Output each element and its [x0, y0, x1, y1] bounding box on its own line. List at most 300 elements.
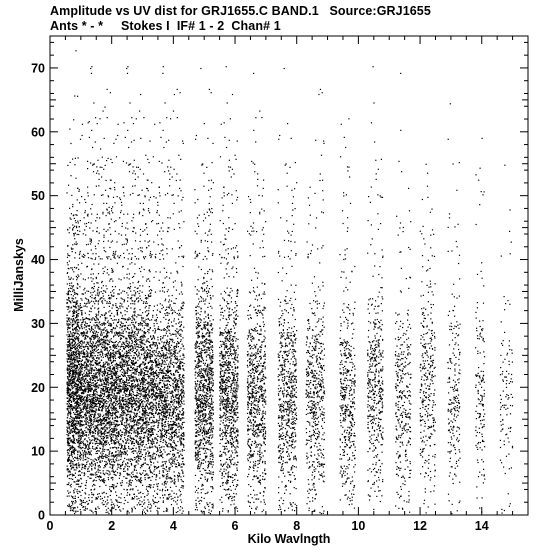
- data-point: [110, 92, 111, 93]
- data-point: [91, 361, 92, 362]
- data-point: [75, 328, 76, 329]
- data-point: [85, 456, 86, 457]
- data-point: [123, 471, 124, 472]
- data-point: [72, 291, 73, 292]
- data-point: [74, 321, 75, 322]
- data-point: [109, 486, 110, 487]
- data-point: [110, 429, 111, 430]
- data-point: [115, 220, 116, 221]
- data-point: [76, 244, 77, 245]
- data-point: [71, 343, 72, 344]
- data-point: [78, 222, 79, 223]
- data-point: [113, 257, 114, 258]
- data-point: [82, 124, 83, 125]
- data-point: [134, 355, 135, 356]
- data-point: [84, 475, 85, 476]
- data-point: [69, 399, 70, 400]
- data-point: [128, 443, 129, 444]
- data-point: [99, 385, 100, 386]
- data-point: [131, 367, 132, 368]
- data-point: [132, 351, 133, 352]
- data-point: [89, 328, 90, 329]
- data-point: [89, 325, 90, 326]
- data-point: [101, 479, 102, 480]
- data-point: [142, 409, 143, 410]
- data-point: [82, 357, 83, 358]
- data-point: [81, 457, 82, 458]
- data-point: [66, 315, 67, 316]
- data-point: [71, 401, 72, 402]
- data-point: [90, 478, 91, 479]
- data-point: [76, 398, 77, 399]
- data-point: [125, 347, 126, 348]
- data-point: [140, 203, 141, 204]
- data-point: [100, 368, 101, 369]
- data-point: [119, 433, 120, 434]
- data-point: [70, 288, 71, 289]
- data-point: [74, 238, 75, 239]
- data-point: [80, 405, 81, 406]
- data-point: [86, 291, 87, 292]
- data-point: [108, 224, 109, 225]
- data-point: [133, 294, 134, 295]
- data-point: [103, 470, 104, 471]
- data-point: [124, 489, 125, 490]
- data-point: [106, 285, 107, 286]
- data-point: [96, 360, 97, 361]
- data-point: [98, 332, 99, 333]
- data-point: [94, 414, 95, 415]
- data-point: [79, 440, 80, 441]
- data-point: [77, 484, 78, 485]
- data-point: [74, 235, 75, 236]
- data-point: [108, 508, 109, 509]
- data-point: [97, 344, 98, 345]
- data-point: [72, 442, 73, 443]
- data-point: [132, 166, 133, 167]
- data-point: [112, 453, 113, 454]
- data-point: [91, 249, 92, 250]
- data-point: [111, 278, 112, 279]
- data-point: [124, 195, 125, 196]
- data-point: [98, 365, 99, 366]
- data-point: [145, 477, 146, 478]
- data-point: [80, 220, 81, 221]
- data-point: [117, 439, 118, 440]
- data-point: [113, 461, 114, 462]
- data-point: [81, 441, 82, 442]
- data-point: [72, 244, 73, 245]
- data-point: [116, 374, 117, 375]
- data-point: [99, 400, 100, 401]
- data-point: [98, 243, 99, 244]
- data-point: [73, 357, 74, 358]
- data-point: [80, 475, 81, 476]
- data-point: [75, 50, 76, 51]
- data-point: [85, 510, 86, 511]
- data-point: [83, 350, 84, 351]
- data-point: [119, 478, 120, 479]
- data-point: [103, 427, 104, 428]
- data-point: [83, 352, 84, 353]
- data-point: [149, 281, 150, 282]
- data-point: [102, 315, 103, 316]
- data-point: [103, 438, 104, 439]
- data-point: [99, 435, 100, 436]
- data-point: [95, 465, 96, 466]
- data-point: [118, 308, 119, 309]
- data-point: [89, 408, 90, 409]
- data-point: [82, 502, 83, 503]
- data-point: [79, 254, 80, 255]
- data-point: [96, 332, 97, 333]
- data-point: [93, 484, 94, 485]
- data-point: [95, 374, 96, 375]
- data-point: [71, 408, 72, 409]
- data-point: [79, 444, 80, 445]
- data-point: [82, 375, 83, 376]
- data-point: [108, 449, 109, 450]
- data-point: [108, 340, 109, 341]
- data-point: [87, 215, 88, 216]
- data-point: [89, 404, 90, 405]
- data-point: [83, 433, 84, 434]
- data-point: [93, 357, 94, 358]
- data-point: [82, 336, 83, 337]
- data-point: [99, 179, 100, 180]
- data-point: [80, 495, 81, 496]
- data-point: [69, 358, 70, 359]
- data-point: [107, 365, 108, 366]
- data-point: [121, 318, 122, 319]
- data-point: [86, 462, 87, 463]
- data-point: [95, 438, 96, 439]
- data-point: [84, 349, 85, 350]
- data-point: [139, 268, 140, 269]
- data-point: [91, 462, 92, 463]
- data-point: [97, 392, 98, 393]
- data-point: [110, 368, 111, 369]
- data-point: [150, 257, 151, 258]
- data-point: [73, 279, 74, 280]
- data-point: [108, 387, 109, 388]
- data-point: [72, 445, 73, 446]
- data-point: [100, 415, 101, 416]
- data-point: [101, 383, 102, 384]
- data-point: [82, 431, 83, 432]
- data-point: [93, 435, 94, 436]
- data-point: [76, 467, 77, 468]
- data-point: [95, 381, 96, 382]
- data-point: [147, 159, 148, 160]
- data-point: [113, 354, 114, 355]
- data-point: [73, 406, 74, 407]
- data-point: [73, 352, 74, 353]
- data-point: [150, 251, 151, 252]
- data-point: [91, 502, 92, 503]
- data-point: [79, 286, 80, 287]
- data-point: [101, 443, 102, 444]
- data-point: [73, 313, 74, 314]
- data-point: [88, 446, 89, 447]
- data-point: [103, 380, 104, 381]
- data-point: [93, 474, 94, 475]
- data-point: [108, 406, 109, 407]
- data-point: [119, 502, 120, 503]
- data-point: [72, 388, 73, 389]
- data-point: [105, 340, 106, 341]
- data-point: [67, 378, 68, 379]
- data-point: [76, 227, 77, 228]
- data-point: [146, 350, 147, 351]
- data-point: [118, 497, 119, 498]
- data-point: [108, 474, 109, 475]
- data-point: [84, 406, 85, 407]
- data-point: [81, 334, 82, 335]
- data-point: [107, 322, 108, 323]
- data-point: [103, 330, 104, 331]
- data-point: [73, 458, 74, 459]
- data-point: [99, 486, 100, 487]
- data-point: [136, 346, 137, 347]
- data-point: [105, 356, 106, 357]
- data-point: [132, 510, 133, 511]
- data-point: [88, 412, 89, 413]
- data-point: [97, 506, 98, 507]
- data-point: [70, 438, 71, 439]
- data-point: [100, 335, 101, 336]
- data-point: [90, 425, 91, 426]
- data-point: [78, 315, 79, 316]
- data-point: [81, 368, 82, 369]
- data-point: [79, 430, 80, 431]
- data-point: [68, 412, 69, 413]
- data-point: [134, 381, 135, 382]
- data-point: [84, 303, 85, 304]
- data-point: [126, 331, 127, 332]
- data-point: [96, 438, 97, 439]
- data-point: [107, 353, 108, 354]
- data-point: [98, 400, 99, 401]
- data-point: [76, 366, 77, 367]
- data-point: [141, 417, 142, 418]
- data-point: [114, 187, 115, 188]
- data-point: [102, 342, 103, 343]
- data-point: [95, 499, 96, 500]
- data-point: [110, 325, 111, 326]
- data-point: [90, 390, 91, 391]
- data-point: [88, 451, 89, 452]
- data-point: [96, 231, 97, 232]
- data-point: [86, 373, 87, 374]
- data-point: [134, 465, 135, 466]
- data-point: [137, 390, 138, 391]
- data-point: [134, 140, 135, 141]
- data-point: [120, 389, 121, 390]
- data-point: [89, 432, 90, 433]
- data-point: [103, 362, 104, 363]
- data-point: [105, 348, 106, 349]
- data-point: [95, 248, 96, 249]
- data-point: [107, 427, 108, 428]
- data-point: [145, 470, 146, 471]
- data-point: [70, 463, 71, 464]
- data-point: [96, 318, 97, 319]
- data-point: [115, 471, 116, 472]
- data-point: [83, 289, 84, 290]
- data-point: [96, 406, 97, 407]
- data-point: [67, 459, 68, 460]
- data-point: [90, 342, 91, 343]
- data-point: [95, 472, 96, 473]
- data-point: [77, 230, 78, 231]
- data-point: [82, 341, 83, 342]
- data-point: [94, 318, 95, 319]
- data-point: [86, 482, 87, 483]
- data-point: [106, 329, 107, 330]
- data-point: [113, 197, 114, 198]
- data-point: [75, 402, 76, 403]
- data-point: [125, 418, 126, 419]
- data-point: [144, 508, 145, 509]
- data-point: [98, 417, 99, 418]
- data-point: [82, 317, 83, 318]
- data-point: [107, 357, 108, 358]
- data-point: [80, 415, 81, 416]
- data-point: [81, 424, 82, 425]
- data-point: [134, 496, 135, 497]
- data-point: [84, 402, 85, 403]
- data-point: [71, 501, 72, 502]
- data-point: [81, 396, 82, 397]
- data-point: [80, 401, 81, 402]
- data-point: [109, 370, 110, 371]
- data-point: [83, 319, 84, 320]
- data-point: [67, 422, 68, 423]
- data-point: [132, 451, 133, 452]
- data-point: [70, 322, 71, 323]
- data-point: [123, 299, 124, 300]
- data-point: [76, 312, 77, 313]
- data-point: [87, 346, 88, 347]
- data-point: [124, 446, 125, 447]
- data-point: [86, 368, 87, 369]
- data-point: [149, 240, 150, 241]
- data-point: [111, 180, 112, 181]
- data-point: [119, 396, 120, 397]
- data-point: [76, 336, 77, 337]
- data-point: [99, 424, 100, 425]
- data-point: [83, 233, 84, 234]
- data-point: [100, 453, 101, 454]
- data-point: [67, 253, 68, 254]
- data-point: [71, 366, 72, 367]
- data-point: [109, 434, 110, 435]
- data-point: [85, 389, 86, 390]
- data-point: [68, 401, 69, 402]
- data-point: [79, 335, 80, 336]
- data-point: [79, 464, 80, 465]
- data-point: [150, 480, 151, 481]
- data-point: [109, 394, 110, 395]
- data-point: [67, 414, 68, 415]
- data-point: [95, 412, 96, 413]
- data-point: [107, 388, 108, 389]
- data-point: [90, 346, 91, 347]
- data-point: [81, 500, 82, 501]
- data-point: [147, 352, 148, 353]
- data-point: [71, 375, 72, 376]
- data-point: [89, 376, 90, 377]
- data-point: [77, 96, 78, 97]
- data-point: [146, 400, 147, 401]
- data-point: [105, 354, 106, 355]
- data-point: [126, 432, 127, 433]
- data-point: [97, 397, 98, 398]
- data-point: [73, 227, 74, 228]
- data-point: [105, 402, 106, 403]
- data-point: [111, 219, 112, 220]
- data-point: [102, 213, 103, 214]
- data-point: [140, 336, 141, 337]
- data-point: [104, 315, 105, 316]
- data-point: [72, 326, 73, 327]
- data-point: [107, 473, 108, 474]
- data-point: [68, 336, 69, 337]
- data-point: [77, 454, 78, 455]
- data-point: [70, 431, 71, 432]
- data-point: [103, 203, 104, 204]
- data-point: [142, 380, 143, 381]
- data-point: [114, 380, 115, 381]
- data-point: [69, 341, 70, 342]
- data-point: [75, 330, 76, 331]
- data-point: [103, 339, 104, 340]
- data-point: [113, 292, 114, 293]
- data-point: [127, 363, 128, 364]
- data-point: [133, 334, 134, 335]
- data-point: [79, 420, 80, 421]
- data-point: [87, 384, 88, 385]
- data-point: [72, 463, 73, 464]
- data-point: [87, 401, 88, 402]
- data-point: [71, 318, 72, 319]
- data-point: [145, 449, 146, 450]
- data-point: [108, 513, 109, 514]
- data-point: [92, 347, 93, 348]
- data-point: [77, 417, 78, 418]
- data-point: [87, 421, 88, 422]
- data-point: [67, 388, 68, 389]
- data-point: [71, 478, 72, 479]
- data-point: [75, 376, 76, 377]
- data-point: [115, 415, 116, 416]
- data-point: [72, 376, 73, 377]
- data-point: [142, 325, 143, 326]
- data-point: [112, 320, 113, 321]
- data-point: [121, 383, 122, 384]
- data-point: [112, 286, 113, 287]
- data-point: [99, 292, 100, 293]
- data-point: [113, 422, 114, 423]
- data-point: [71, 429, 72, 430]
- data-point: [111, 268, 112, 269]
- data-point: [127, 364, 128, 365]
- data-point: [104, 482, 105, 483]
- data-point: [95, 316, 96, 317]
- data-point: [99, 470, 100, 471]
- data-point: [125, 432, 126, 433]
